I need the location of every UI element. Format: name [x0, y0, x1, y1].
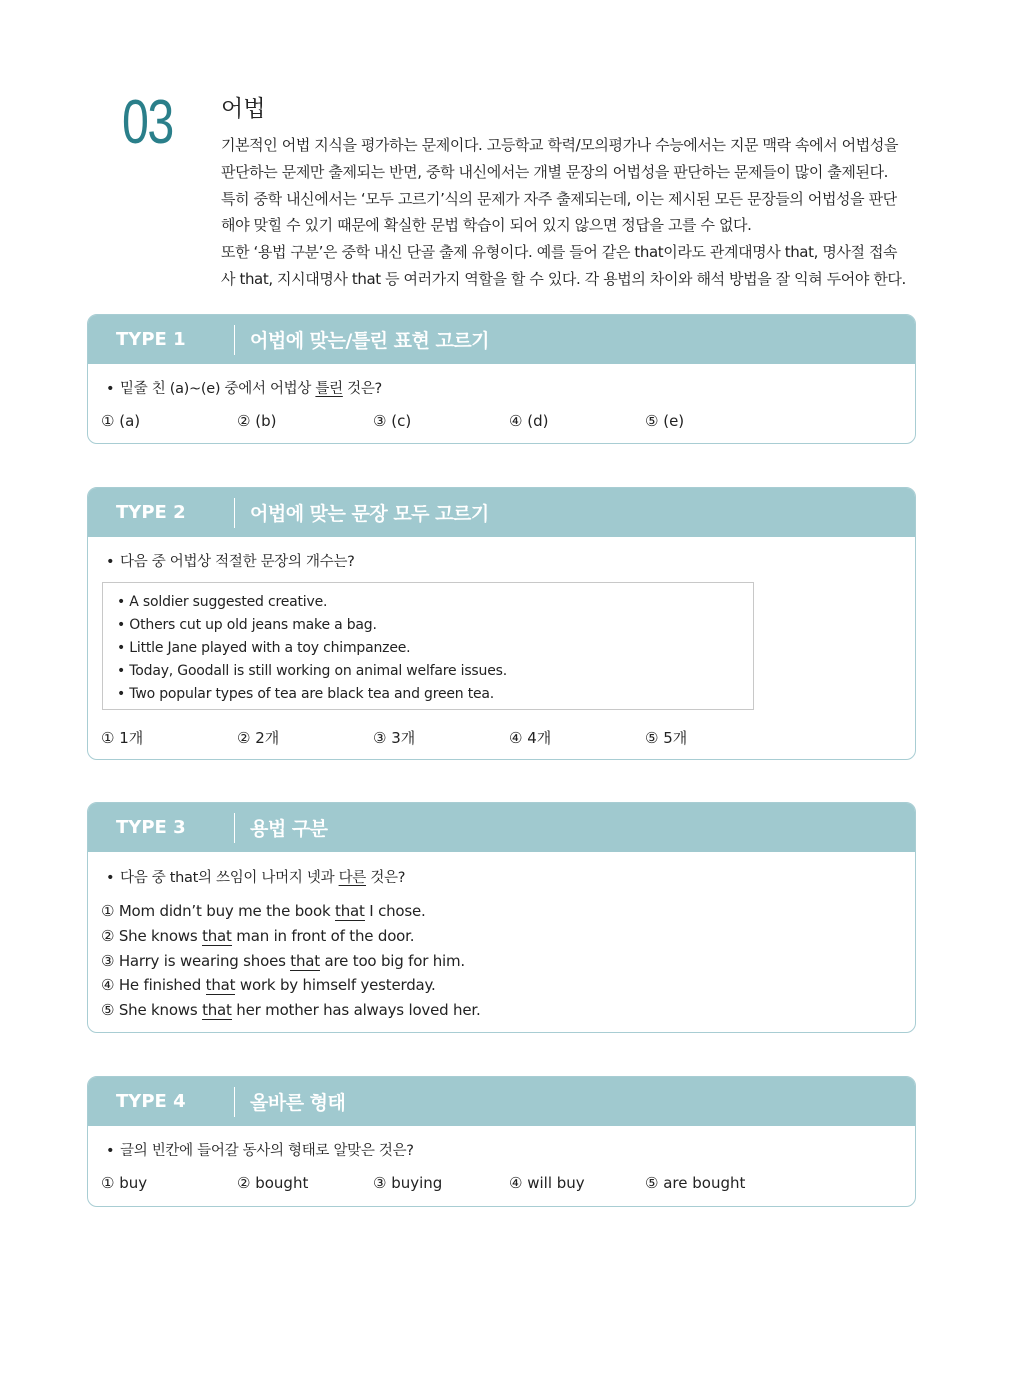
section-title: 어법 [221, 96, 266, 122]
type1-question [106, 377, 382, 398]
option-text: ② She knows [101, 926, 203, 945]
choice-5[interactable]: ⑤ 5개 [645, 729, 688, 747]
bullet: • [106, 1143, 115, 1159]
option-text: her mother has always loved her. [231, 1001, 481, 1020]
choice-2[interactable]: ② (b) [237, 412, 277, 430]
choice-1[interactable]: ① (a) [101, 412, 141, 430]
type1-label: TYPE 1 [116, 329, 186, 350]
question-text: 것은? [366, 870, 406, 886]
choice-2[interactable]: ② bought [237, 1174, 309, 1192]
type3-label: TYPE 3 [116, 817, 186, 838]
option-text: work by himself yesterday. [235, 976, 436, 995]
type4-question [106, 1139, 414, 1160]
choice-3[interactable]: ③ 3개 [373, 729, 416, 747]
type2-question [106, 550, 355, 571]
option-text: ③ Harry is wearing shoes [101, 951, 291, 970]
choice-4[interactable]: ④ 4개 [509, 729, 552, 747]
question-underlined: 다른 [338, 870, 367, 886]
choice-1[interactable]: ① 1개 [101, 729, 144, 747]
option-underlined: that [202, 926, 232, 945]
option-underlined: that [335, 902, 365, 920]
question-text: 글의 빈칸에 들어갈 동사의 형태로 알맞은 것은? [120, 1143, 414, 1159]
type1-title: 어법에 맞는/틀린 표현 고르기 [250, 330, 490, 352]
option-underlined: that [202, 1001, 232, 1020]
type1-box [87, 314, 916, 444]
option-underlined: that [290, 951, 320, 970]
choice-4[interactable]: ④ will buy [509, 1174, 585, 1192]
bullet: • [106, 554, 115, 570]
option-1[interactable] [101, 899, 481, 924]
option-text: ④ He finished [101, 976, 206, 995]
option-underlined: that [205, 976, 236, 995]
intro-line: 특히 중학 내신에서는 ‘모두 고르기’식의 문제가 자주 출제되는데, 이는 제시된 모든 문장들의 어법성을 판단 [221, 189, 897, 208]
option-text: I chose. [364, 902, 426, 920]
type4-header [88, 1077, 915, 1126]
type2-title: 어법에 맞는 문장 모두 고르기 [250, 503, 489, 525]
sentence: • Two popular types of tea are black tea and green tea. [117, 686, 495, 702]
option-2[interactable] [101, 924, 481, 949]
question-text: 다음 중 어법상 적절한 문장의 개수는? [120, 554, 355, 570]
header-divider [234, 1087, 235, 1117]
choice-2[interactable]: ② 2개 [237, 729, 280, 747]
intro-line: 판단하는 문제만 출제되는 반면, 중학 내신에서는 개별 문장의 어법성을 판단하는 문제들이 많이 출제된다. [221, 162, 889, 181]
option-text: man in front of the door. [231, 926, 415, 945]
question-text: 밑줄 친 (a)~(e) 중에서 어법상 [120, 381, 316, 397]
option-text: ① Mom didn’t buy me the book [101, 902, 336, 920]
section-number: 03 [122, 88, 173, 157]
intro-line: 해야 맞힐 수 있기 때문에 확실한 문법 학습이 되어 있지 않으면 정답을 고를 수 없다. [221, 216, 752, 235]
option-text: ⑤ She knows [101, 1001, 203, 1020]
type3-header [88, 803, 915, 852]
type2-header [88, 488, 915, 537]
choice-4[interactable]: ④ (d) [509, 412, 549, 430]
section-intro [221, 132, 921, 293]
type4-label: TYPE 4 [116, 1091, 186, 1112]
header-divider [234, 325, 235, 355]
question-underlined: 틀린 [315, 381, 343, 397]
header-divider [234, 498, 235, 528]
option-3[interactable] [101, 949, 481, 974]
choice-1[interactable]: ① buy [101, 1174, 148, 1192]
type3-box [87, 802, 916, 1033]
type3-question [106, 866, 405, 887]
type2-box [87, 487, 916, 760]
option-5[interactable] [101, 998, 481, 1023]
option-4[interactable] [101, 973, 481, 998]
choice-5[interactable]: ⑤ (e) [645, 412, 685, 430]
choice-3[interactable]: ③ (c) [373, 412, 412, 430]
type3-title: 용법 구분 [250, 818, 328, 840]
type1-header [88, 315, 915, 364]
bullet: • [106, 870, 115, 886]
sentence-box [102, 582, 754, 710]
sentence: • Little Jane played with a toy chimpanzee. [117, 640, 411, 656]
bullet: • [106, 381, 115, 397]
header-divider [234, 813, 235, 843]
option-text: are too big for him. [319, 951, 465, 970]
intro-line: 기본적인 어법 지식을 평가하는 문제이다. 고등학교 학력/모의평가나 수능에서는 지문 맥락 속에서 어법성을 [221, 136, 899, 154]
type4-box [87, 1076, 916, 1207]
type4-title: 올바른 형태 [250, 1092, 346, 1114]
question-text: 것은? [342, 381, 382, 397]
type2-label: TYPE 2 [116, 502, 186, 523]
type3-options [101, 899, 481, 1023]
sentence: • A soldier suggested creative. [117, 594, 328, 610]
question-text: 다음 중 that의 쓰임이 나머지 넷과 [120, 870, 339, 886]
intro-line: 또한 ‘용법 구분’은 중학 내신 단골 출제 유형이다. 예를 들어 같은 that이라도 관계대명사 that, 명사절 접속 [221, 243, 898, 262]
choice-5[interactable]: ⑤ are bought [645, 1174, 746, 1192]
sentence: • Today, Goodall is still working on animal welfare issues. [117, 663, 507, 679]
intro-line: 사 that, 지시대명사 that 등 여러가지 역할을 할 수 있다. 각 용법의 차이와 해석 방법을 잘 익혀 두어야 한다. [221, 269, 906, 288]
sentence: • Others cut up old jeans make a bag. [117, 617, 377, 633]
choice-3[interactable]: ③ buying [373, 1174, 443, 1192]
